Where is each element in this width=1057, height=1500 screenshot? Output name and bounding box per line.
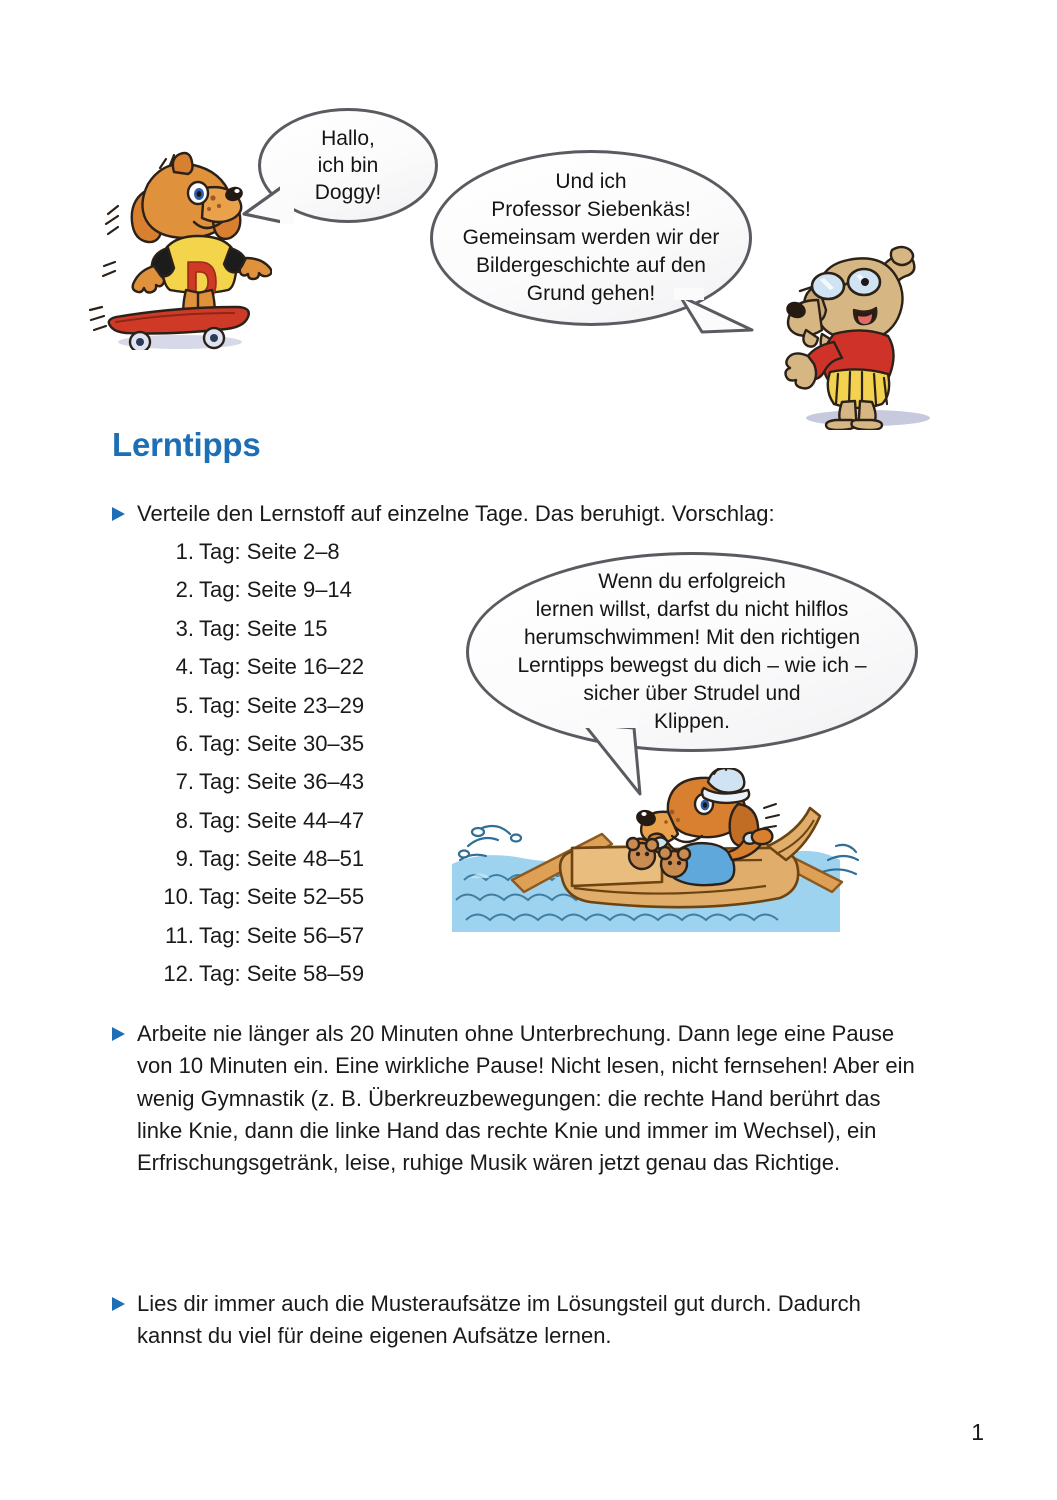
bubble-line: Professor Siebenkäs! [491,198,691,222]
professor-siebenkaes-illustration [772,238,952,430]
day-plan-number: 7. [175,769,194,795]
speech-bubble-boat-tail [578,716,658,802]
day-plan-label: Tag: Seite 48–51 [199,846,365,871]
tip-item-3 [112,1288,922,1353]
bubble-line: Gemeinsam werden wir der [462,226,720,250]
tip-item-2-text [137,1018,922,1180]
day-plan-number: 9. [175,846,194,871]
day-plan-number: 11. [165,922,194,948]
page-number: 1 [971,1419,984,1445]
day-plan-label: Tag: Seite 36–43 [199,769,365,795]
bullet-triangle-icon [112,1297,128,1353]
bubble-line: ich bin [317,153,379,177]
bubble-line: Doggy! [314,181,382,205]
day-plan-number: 6. [175,730,194,756]
day-plan-number: 5. [175,692,194,718]
day-plan-row [150,917,364,955]
speech-bubble-doggy-tail [242,178,302,238]
tip-text: Lies dir immer auch die Musteraufsätze im Lösungsteil gut durch. Dadurch kannst du viel für deine eigenen Aufsätze lernen. [137,1291,861,1349]
bubble-line: Bildergeschichte auf den [476,253,706,277]
speech-bubble-boat-text [469,568,915,736]
bubble-line: Und ich [555,170,627,194]
day-plan-number: 10. [163,884,194,910]
day-plan-number: 3. [175,615,194,641]
bubble-line: Grund gehen! [526,281,656,305]
day-plan-number: 1. [175,539,194,564]
bubble-line: Lerntipps bewegst du dich – wie ich – [517,654,867,677]
day-plan-row [150,763,364,801]
day-plan-list [150,533,364,994]
bubble-line: Wenn du erfolgreich [598,570,786,594]
bubble-line: lernen willst, darfst du nicht hilflos [535,598,849,622]
tip-item-1 [112,498,912,530]
speech-bubble-professor-tail [672,286,762,352]
day-plan-label: Tag: Seite 30–35 [199,730,365,756]
bubble-line: Hallo, [321,126,375,150]
bubble-line: herumschwimmen! Mit den richtigen [523,626,861,650]
day-plan-label: Tag: Seite 16–22 [199,654,365,680]
bullet-triangle-icon [112,507,128,530]
day-plan-row [150,610,364,648]
page-title: Lerntipps [112,426,261,464]
tip-text: Arbeite nie länger als 20 Minuten ohne Unterbrechung. Dann lege eine Pause von 10 Minuten ein. Eine wirkliche Pause! Nicht lesen, nicht fernsehen! Aber ein wenig Gymnastik (z. B. Überkreuzbewegungen: die rechte Hand berührt das linke Knie, dann die linke Hand das rechte Knie und immer im Wechsel), ein Erfrischungsgetränk, leise, ruhige Musik wären jetzt genau das Richtige. [137,1021,915,1176]
day-plan-number: 2. [175,577,194,603]
bullet-triangle-icon [112,1027,128,1180]
tip-text: Verteile den Lernstoff auf einzelne Tage. Das beruhigt. Vorschlag: [137,501,775,526]
day-plan-label: Tag: Seite 2–8 [199,539,340,564]
tip-item-2 [112,1018,922,1180]
day-plan-row [150,533,364,571]
day-plan-label: Tag: Seite 23–29 [199,692,365,718]
speech-bubble-boat [466,552,918,752]
tip-item-1-text [137,498,775,530]
tip-item-3-text [137,1288,922,1353]
day-plan-label: Tag: Seite 9–14 [199,577,352,603]
day-plan-row [150,687,364,725]
day-plan-number: 4. [175,654,194,680]
day-plan-row [150,802,364,840]
day-plan-label: Tag: Seite 15 [199,615,328,641]
day-plan-row [150,648,364,686]
day-plan-number: 12. [163,961,194,987]
day-plan-row [150,840,364,878]
bubble-line: Klippen. [654,709,730,733]
day-plan-number: 8. [175,807,194,833]
day-plan-label: Tag: Seite 58–59 [199,961,365,987]
day-plan-label: Tag: Seite 52–55 [199,884,365,910]
day-plan-row [150,878,364,916]
bubble-line: sicher über Strudel und [583,681,801,705]
day-plan-row [150,571,364,609]
day-plan-label: Tag: Seite 56–57 [199,922,365,948]
day-plan-label: Tag: Seite 44–47 [199,807,365,833]
day-plan-row [150,725,364,763]
day-plan-row [150,955,364,993]
